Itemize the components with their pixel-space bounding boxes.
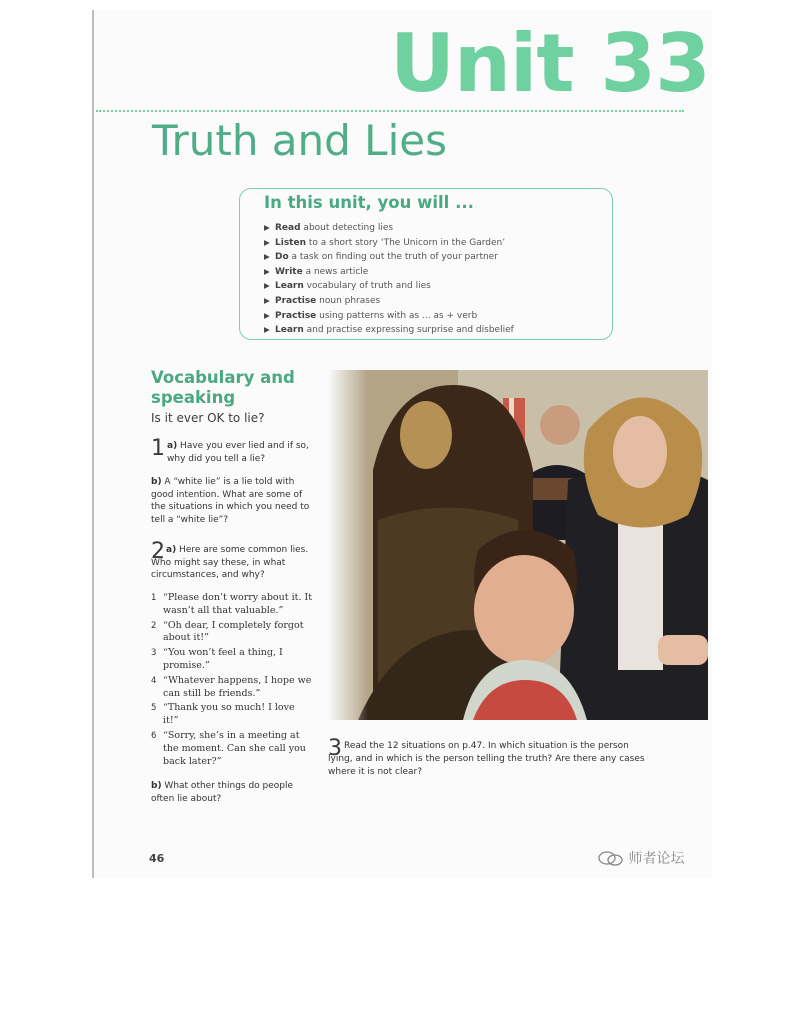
unit-title: Truth and Lies — [152, 116, 447, 165]
chat-bubbles-icon — [598, 851, 624, 867]
lie-text: “Whatever happens, I hope we can still be friends.” — [163, 674, 312, 699]
objective-verb: Do — [275, 252, 289, 263]
objective-verb: Read — [275, 223, 301, 233]
lies-collage-photo — [328, 370, 708, 720]
watermark-text: 师者论坛 — [628, 851, 685, 867]
question-1a — [167, 440, 313, 465]
q2a-text: Here are some common lies. Who might say these, in what circumstances, and why? — [151, 545, 309, 580]
lie-text: “You won’t feel a thing, I promise.” — [163, 647, 283, 671]
question-1b — [151, 476, 313, 526]
q1a-text: Have you ever lied and if so, why did you tell a lie? — [167, 441, 309, 464]
objective-verb: Practise — [275, 295, 317, 306]
q1a-label: a) — [167, 441, 178, 451]
bullet-triangle-icon: ▶ — [264, 252, 270, 262]
objective-verb: Practise — [275, 310, 317, 321]
q2b-text: What other things do people often lie about? — [151, 781, 294, 804]
objective-verb: Write — [275, 266, 303, 277]
lie-item — [151, 675, 313, 701]
objective-item — [264, 309, 514, 324]
question-1-number: 1 — [151, 436, 165, 461]
objectives-box — [239, 188, 613, 340]
objective-verb: Learn — [275, 281, 304, 292]
question-2-number: 2 — [151, 539, 165, 564]
dotted-divider — [96, 110, 684, 112]
bullet-triangle-icon: ▶ — [264, 325, 270, 335]
lie-number: 6 — [151, 730, 157, 741]
bullet-triangle-icon: ▶ — [264, 310, 270, 320]
question-2b — [151, 780, 301, 805]
objective-text: vocabulary of truth and lies — [303, 281, 431, 292]
objectives-list — [264, 221, 514, 338]
lie-number: 4 — [151, 675, 157, 686]
objective-text: a news article — [302, 266, 369, 277]
common-lies-list — [151, 592, 313, 770]
q1b-text: A “white lie” is a lie told with good intention. What are some of the situations in which you need to tell a “white lie”? — [151, 477, 310, 525]
unit-number-heading: Unit 33 — [390, 17, 710, 110]
lie-item — [151, 620, 313, 646]
bullet-triangle-icon: ▶ — [264, 223, 270, 232]
question-3-text: Read the 12 situations on p.47. In which situation is the person lying, and in which is the person telling the truth? Are there any cases where it is not clear? — [328, 741, 645, 777]
q1b-label: b) — [151, 477, 162, 487]
bullet-triangle-icon: ▶ — [264, 266, 270, 276]
bullet-triangle-icon: ▶ — [264, 295, 270, 305]
lie-item — [151, 702, 313, 728]
objectives-heading: In this unit, you will ... — [264, 193, 474, 212]
objective-text: a task on finding out the truth of your partner — [288, 252, 498, 263]
lie-number: 2 — [151, 620, 157, 631]
bullet-triangle-icon: ▶ — [264, 281, 270, 291]
lie-text: “Thank you so much! I love it!” — [163, 702, 295, 727]
q2a-label: a) — [166, 545, 177, 555]
objective-item — [264, 294, 514, 309]
objective-item — [264, 236, 514, 251]
objective-text: about detecting lies — [300, 223, 394, 233]
lie-number: 3 — [151, 648, 157, 659]
objective-item — [264, 279, 514, 294]
objective-item — [264, 250, 514, 265]
lie-text: “Please don’t worry about it. It wasn’t all that valuable.” — [163, 592, 313, 616]
lie-number: 1 — [151, 593, 157, 603]
q2b-label: b) — [151, 781, 162, 791]
objective-item — [264, 323, 514, 338]
forum-watermark — [598, 848, 684, 868]
lie-text: “Oh dear, I completely forgot about it!” — [163, 619, 304, 644]
section-title: Vocabulary and speaking — [151, 368, 295, 407]
lie-number: 5 — [151, 703, 157, 714]
lie-text: “Sorry, she’s in a meeting at the moment. Can she call you back later?” — [163, 729, 306, 767]
question-2a — [151, 544, 313, 582]
lie-item — [151, 592, 313, 618]
objective-verb: Learn — [275, 325, 304, 336]
bullet-triangle-icon: ▶ — [264, 237, 270, 247]
lie-item — [151, 647, 313, 673]
objective-text: using patterns with as ... as + verb — [316, 310, 478, 321]
page-number: 46 — [149, 852, 165, 865]
objective-text: to a short story ‘The Unicorn in the Garden’ — [306, 237, 506, 248]
objective-text: noun phrases — [316, 295, 381, 306]
section-subtitle: Is it ever OK to lie? — [151, 411, 265, 425]
objective-verb: Listen — [275, 237, 306, 248]
page-edge — [92, 10, 94, 878]
objective-text: and practise expressing surprise and disbelief — [303, 325, 514, 336]
objective-item — [264, 265, 514, 280]
lie-item — [151, 730, 313, 768]
question-3-number: 3 — [328, 736, 342, 761]
objective-item — [264, 221, 514, 236]
